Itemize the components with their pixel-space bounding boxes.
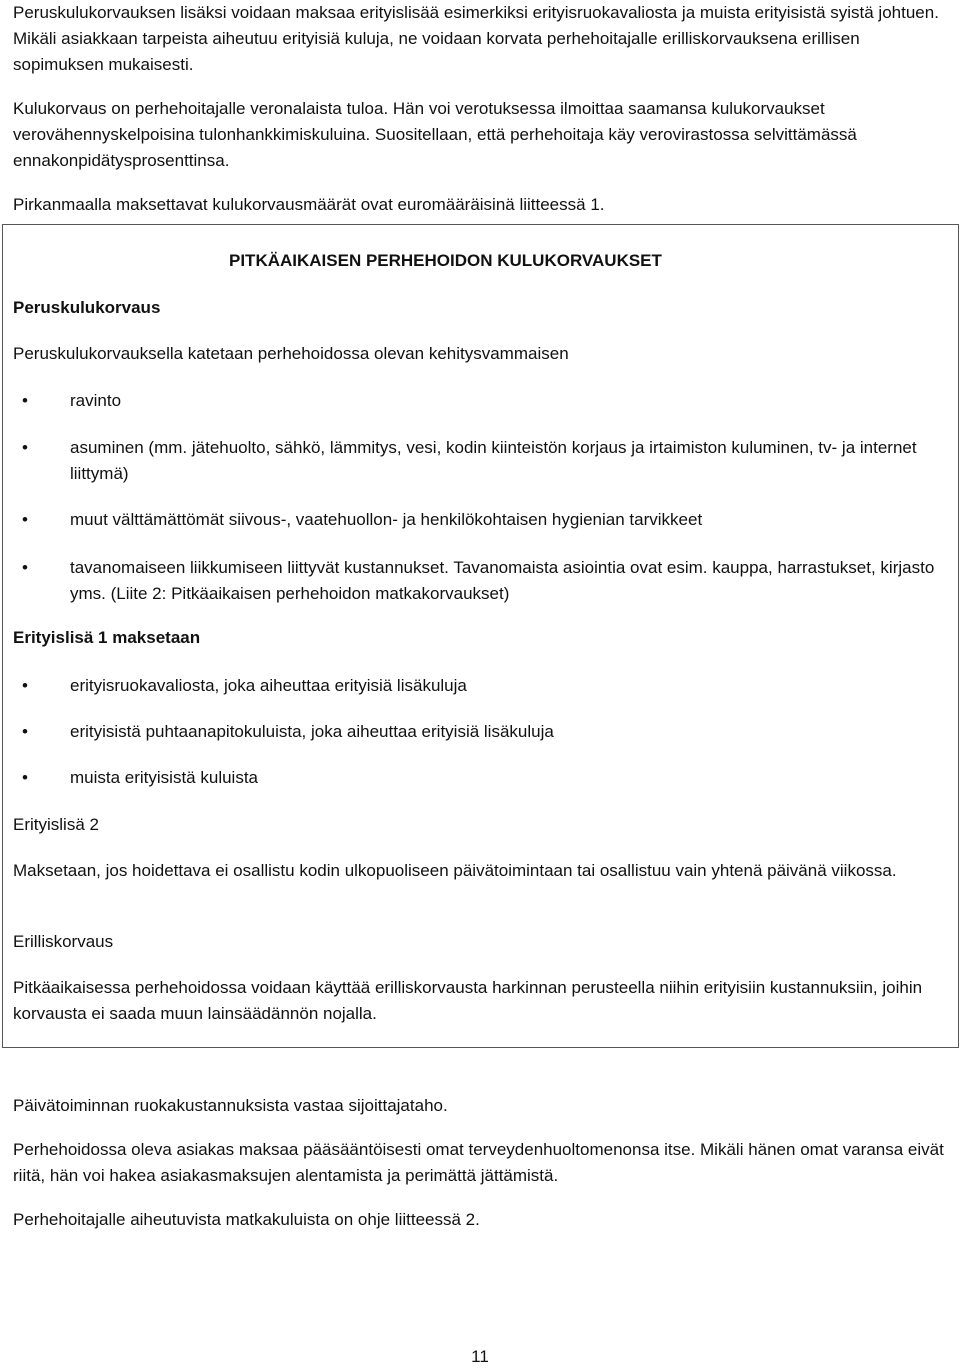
footer-section bbox=[13, 1093, 948, 1233]
erityislisa-1-heading: Erityislisä 1 maksetaan bbox=[13, 628, 201, 647]
list-item: • tavanomaiseen liikkumiseen liittyvät kustannukset. Tavanomaista asiointia ovat esim. kauppa, harrastukset, kirjasto yms. (Liite 2: Pitkäaikaisen perhehoidon matkakorvaukset) bbox=[70, 555, 940, 607]
list-item: • erityisistä puhtaanapitokuluista, joka aiheuttaa erityisiä lisäkuluja bbox=[70, 719, 940, 745]
list-item: • muista erityisistä kuluista bbox=[70, 765, 940, 791]
list-item: • erityisruokavaliosta, joka aiheuttaa erityisiä lisäkuluja bbox=[70, 673, 940, 699]
footer-paragraph-3: Perhehoitajalle aiheutuvista matkakuluista on ohje liitteessä 2. bbox=[13, 1210, 480, 1229]
erityislisa-2-heading: Erityislisä 2 bbox=[13, 815, 99, 834]
list-item: • muut välttämättömät siivous-, vaatehuollon- ja henkilökohtaisen hygienian tarvikkeet bbox=[70, 507, 940, 533]
list-item: • asuminen (mm. jätehuolto, sähkö, lämmitys, vesi, kodin kiinteistön korjaus ja irtaimiston kuluminen, tv- ja internet liittymä) bbox=[70, 435, 940, 487]
intro-paragraph-3: Pirkanmaalla maksettavat kulukorvausmäärät ovat euromääräisinä liitteessä 1. bbox=[13, 195, 605, 214]
erilliskorvaus-text: Pitkäaikaisessa perhehoidossa voidaan käyttää erilliskorvausta harkinnan perusteella niihin erityisiin kustannuksiin, joihin korvausta ei saada muun lainsäädännön nojalla. bbox=[13, 978, 923, 1023]
erityislisa-2-text: Maksetaan, jos hoidettava ei osallistu kodin ulkopuoliseen päivätoimintaan tai osallistuu vain yhtenä päivänä viikossa. bbox=[13, 861, 897, 880]
peruskulukorvaus-intro: Peruskulukorvauksella katetaan perhehoidossa olevan kehitysvammaisen bbox=[13, 344, 569, 363]
footer-paragraph-2: Perhehoidossa oleva asiakas maksaa pääsääntöisesti omat terveydenhuoltomenonsa itse. Mikäli hänen omat varansa eivät riitä, hän voi hakea asiakasmaksujen alentamista ja perimättä jättämistä. bbox=[13, 1140, 944, 1185]
peruskulukorvaus-heading: Peruskulukorvaus bbox=[13, 298, 161, 317]
list-item: • ravinto bbox=[70, 388, 940, 414]
intro-paragraph-2: Kulukorvaus on perhehoitajalle veronalaista tuloa. Hän voi verotuksessa ilmoittaa saamansa kulukorvaukset verovähennyskelpoisina tulonhankkimiskuluina. Suositellaan, että perhehoitaja käy verovirastossa selvittämässä ennakonpidätysprosenttinsa. bbox=[13, 99, 857, 170]
erilliskorvaus-heading: Erilliskorvaus bbox=[13, 932, 114, 951]
intro-section bbox=[13, 0, 948, 218]
page-number: 11 bbox=[471, 1347, 489, 1366]
intro-paragraph-1: Peruskulukorvauksen lisäksi voidaan maksaa erityislisää esimerkiksi erityisruokavaliosta ja muista erityisistä syistä johtuen. Mikäli asiakkaan tarpeista aiheutuu erityisiä kuluja, ne voidaan korvata perhehoitajalle erilliskorvauksena erillisen sopimuksen mukaisesti. bbox=[13, 3, 939, 74]
box-title: PITKÄAIKAISEN PERHEHOIDON KULUKORVAUKSET bbox=[229, 251, 662, 270]
footer-paragraph-1: Päivätoiminnan ruokakustannuksista vastaa sijoittajataho. bbox=[13, 1096, 448, 1115]
